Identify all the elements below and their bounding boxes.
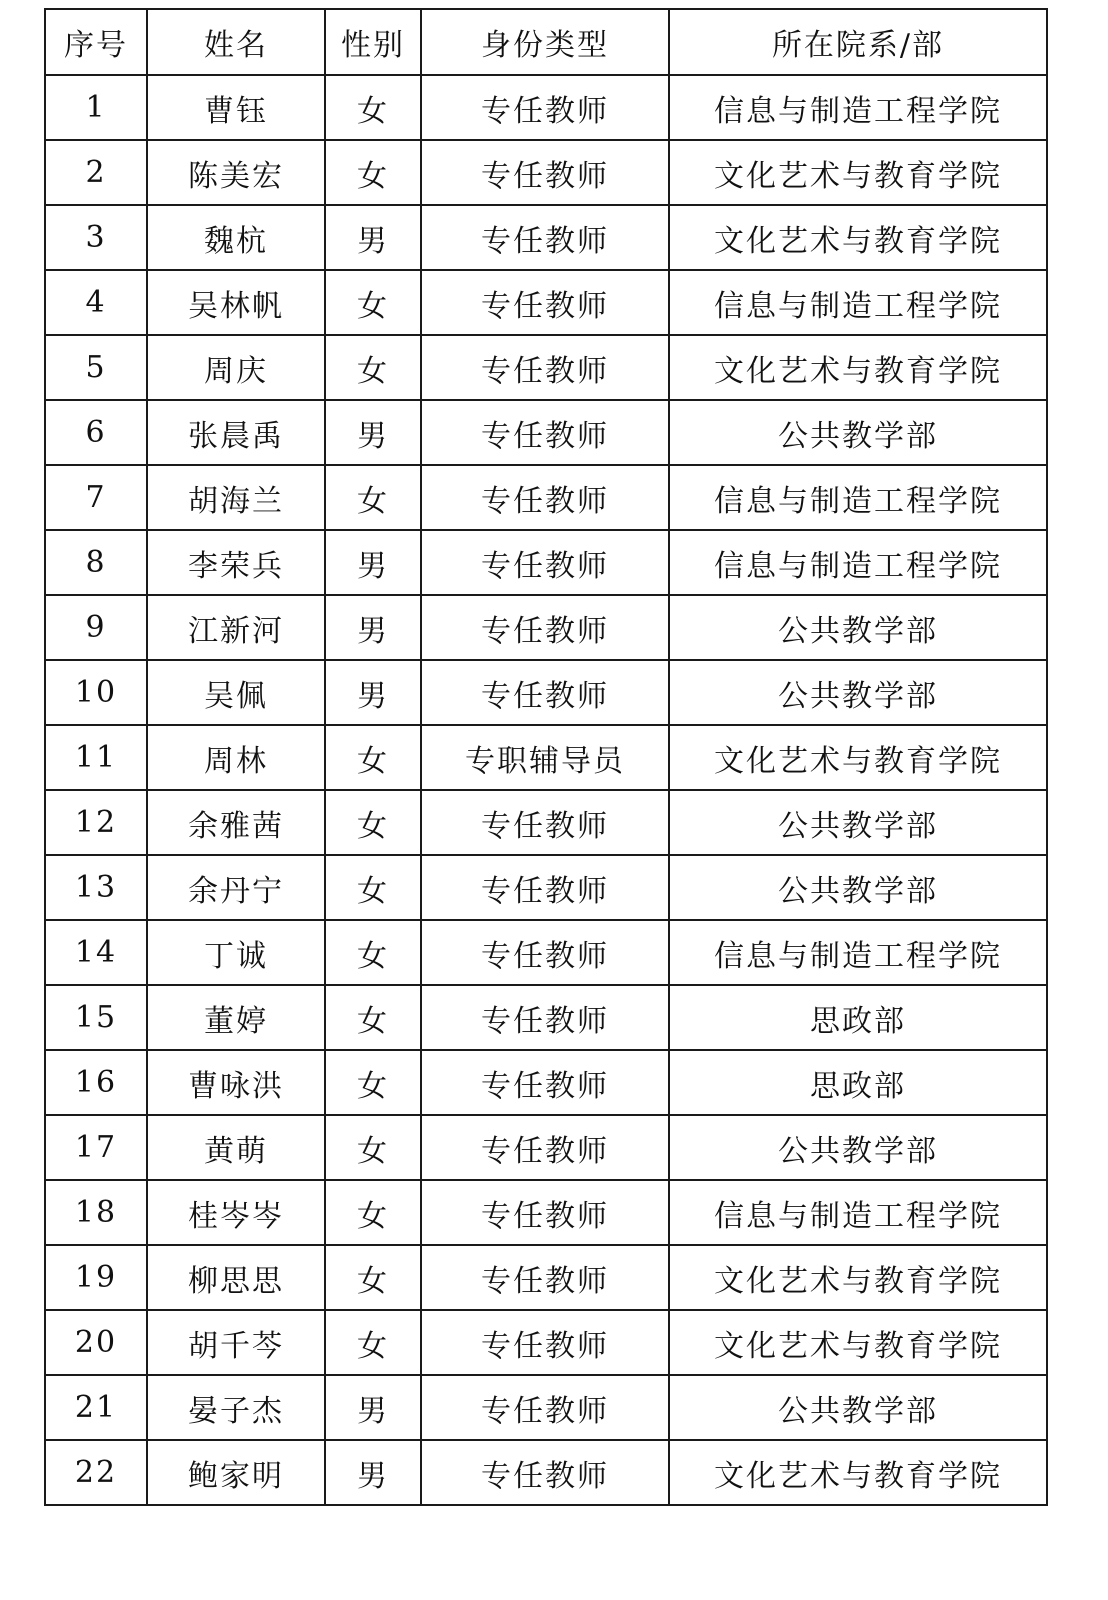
cell-type: 专任教师 bbox=[421, 790, 669, 855]
cell-dept: 公共教学部 bbox=[669, 1375, 1047, 1440]
cell-no: 11 bbox=[45, 725, 147, 790]
cell-name: 周林 bbox=[147, 725, 325, 790]
header-type: 身份类型 bbox=[421, 9, 669, 75]
cell-type: 专任教师 bbox=[421, 400, 669, 465]
cell-no: 13 bbox=[45, 855, 147, 920]
cell-no: 14 bbox=[45, 920, 147, 985]
cell-gender: 女 bbox=[325, 1115, 421, 1180]
cell-no: 9 bbox=[45, 595, 147, 660]
table-row bbox=[45, 725, 1047, 790]
cell-dept: 文化艺术与教育学院 bbox=[669, 725, 1047, 790]
table-row bbox=[45, 1440, 1047, 1505]
table-row bbox=[45, 140, 1047, 205]
table-row bbox=[45, 1245, 1047, 1310]
table-row bbox=[45, 660, 1047, 725]
cell-type: 专任教师 bbox=[421, 660, 669, 725]
cell-type: 专任教师 bbox=[421, 855, 669, 920]
cell-no: 19 bbox=[45, 1245, 147, 1310]
cell-dept: 思政部 bbox=[669, 985, 1047, 1050]
cell-type: 专任教师 bbox=[421, 1180, 669, 1245]
cell-name: 李荣兵 bbox=[147, 530, 325, 595]
cell-type: 专任教师 bbox=[421, 335, 669, 400]
table-row bbox=[45, 985, 1047, 1050]
cell-gender: 男 bbox=[325, 205, 421, 270]
cell-type: 专任教师 bbox=[421, 920, 669, 985]
table-row bbox=[45, 465, 1047, 530]
cell-name: 晏子杰 bbox=[147, 1375, 325, 1440]
cell-gender: 女 bbox=[325, 855, 421, 920]
cell-no: 16 bbox=[45, 1050, 147, 1115]
cell-no: 20 bbox=[45, 1310, 147, 1375]
cell-type: 专任教师 bbox=[421, 530, 669, 595]
cell-no: 3 bbox=[45, 205, 147, 270]
cell-dept: 信息与制造工程学院 bbox=[669, 530, 1047, 595]
table-row bbox=[45, 1180, 1047, 1245]
table-row bbox=[45, 1375, 1047, 1440]
cell-dept: 文化艺术与教育学院 bbox=[669, 140, 1047, 205]
cell-no: 22 bbox=[45, 1440, 147, 1505]
cell-dept: 公共教学部 bbox=[669, 400, 1047, 465]
cell-dept: 公共教学部 bbox=[669, 595, 1047, 660]
table-row bbox=[45, 1115, 1047, 1180]
cell-dept: 思政部 bbox=[669, 1050, 1047, 1115]
cell-name: 张晨禹 bbox=[147, 400, 325, 465]
cell-dept: 公共教学部 bbox=[669, 855, 1047, 920]
cell-no: 2 bbox=[45, 140, 147, 205]
cell-gender: 女 bbox=[325, 1180, 421, 1245]
table-row bbox=[45, 270, 1047, 335]
cell-gender: 男 bbox=[325, 400, 421, 465]
table-row bbox=[45, 1050, 1047, 1115]
cell-no: 18 bbox=[45, 1180, 147, 1245]
cell-no: 10 bbox=[45, 660, 147, 725]
cell-type: 专任教师 bbox=[421, 1245, 669, 1310]
cell-name: 江新河 bbox=[147, 595, 325, 660]
cell-dept: 信息与制造工程学院 bbox=[669, 465, 1047, 530]
cell-dept: 文化艺术与教育学院 bbox=[669, 205, 1047, 270]
header-gender: 性别 bbox=[325, 9, 421, 75]
cell-gender: 男 bbox=[325, 660, 421, 725]
cell-type: 专任教师 bbox=[421, 1440, 669, 1505]
cell-type: 专任教师 bbox=[421, 75, 669, 140]
cell-name: 曹钰 bbox=[147, 75, 325, 140]
cell-name: 桂岑岑 bbox=[147, 1180, 325, 1245]
cell-type: 专任教师 bbox=[421, 205, 669, 270]
table-row bbox=[45, 595, 1047, 660]
cell-dept: 文化艺术与教育学院 bbox=[669, 335, 1047, 400]
cell-name: 黄萌 bbox=[147, 1115, 325, 1180]
cell-dept: 信息与制造工程学院 bbox=[669, 75, 1047, 140]
cell-name: 余丹宁 bbox=[147, 855, 325, 920]
cell-dept: 信息与制造工程学院 bbox=[669, 920, 1047, 985]
cell-dept: 信息与制造工程学院 bbox=[669, 270, 1047, 335]
header-no: 序号 bbox=[45, 9, 147, 75]
cell-type: 专任教师 bbox=[421, 1115, 669, 1180]
roster-body bbox=[45, 75, 1047, 1505]
cell-name: 胡海兰 bbox=[147, 465, 325, 530]
table-row bbox=[45, 1310, 1047, 1375]
cell-name: 柳思思 bbox=[147, 1245, 325, 1310]
cell-name: 吴林帆 bbox=[147, 270, 325, 335]
cell-name: 鲍家明 bbox=[147, 1440, 325, 1505]
cell-gender: 女 bbox=[325, 1050, 421, 1115]
cell-dept: 公共教学部 bbox=[669, 1115, 1047, 1180]
cell-gender: 男 bbox=[325, 1440, 421, 1505]
cell-name: 胡千芩 bbox=[147, 1310, 325, 1375]
cell-name: 丁诚 bbox=[147, 920, 325, 985]
cell-no: 6 bbox=[45, 400, 147, 465]
cell-dept: 文化艺术与教育学院 bbox=[669, 1310, 1047, 1375]
table-row bbox=[45, 855, 1047, 920]
cell-dept: 信息与制造工程学院 bbox=[669, 1180, 1047, 1245]
cell-gender: 男 bbox=[325, 1375, 421, 1440]
table-row bbox=[45, 530, 1047, 595]
cell-no: 5 bbox=[45, 335, 147, 400]
cell-no: 17 bbox=[45, 1115, 147, 1180]
cell-gender: 女 bbox=[325, 790, 421, 855]
cell-gender: 男 bbox=[325, 595, 421, 660]
cell-dept: 公共教学部 bbox=[669, 790, 1047, 855]
cell-gender: 女 bbox=[325, 725, 421, 790]
cell-no: 7 bbox=[45, 465, 147, 530]
roster-sheet bbox=[44, 8, 1046, 1506]
cell-gender: 女 bbox=[325, 1245, 421, 1310]
table-row bbox=[45, 790, 1047, 855]
cell-no: 21 bbox=[45, 1375, 147, 1440]
cell-type: 专任教师 bbox=[421, 1375, 669, 1440]
cell-name: 魏杭 bbox=[147, 205, 325, 270]
cell-dept: 文化艺术与教育学院 bbox=[669, 1245, 1047, 1310]
cell-type: 专任教师 bbox=[421, 1310, 669, 1375]
table-row bbox=[45, 75, 1047, 140]
cell-gender: 女 bbox=[325, 1310, 421, 1375]
cell-type: 专任教师 bbox=[421, 1050, 669, 1115]
cell-type: 专任教师 bbox=[421, 270, 669, 335]
cell-dept: 文化艺术与教育学院 bbox=[669, 1440, 1047, 1505]
header-name: 姓名 bbox=[147, 9, 325, 75]
cell-name: 余雅茜 bbox=[147, 790, 325, 855]
cell-gender: 女 bbox=[325, 985, 421, 1050]
cell-type: 专任教师 bbox=[421, 595, 669, 660]
cell-gender: 男 bbox=[325, 530, 421, 595]
cell-gender: 女 bbox=[325, 75, 421, 140]
table-row bbox=[45, 205, 1047, 270]
cell-type: 专任教师 bbox=[421, 985, 669, 1050]
cell-type: 专任教师 bbox=[421, 140, 669, 205]
table-row bbox=[45, 400, 1047, 465]
cell-gender: 女 bbox=[325, 920, 421, 985]
cell-no: 4 bbox=[45, 270, 147, 335]
cell-no: 15 bbox=[45, 985, 147, 1050]
cell-type: 专任教师 bbox=[421, 465, 669, 530]
cell-gender: 女 bbox=[325, 270, 421, 335]
cell-name: 曹咏洪 bbox=[147, 1050, 325, 1115]
cell-no: 8 bbox=[45, 530, 147, 595]
header-dept: 所在院系/部 bbox=[669, 9, 1047, 75]
cell-name: 陈美宏 bbox=[147, 140, 325, 205]
table-row bbox=[45, 920, 1047, 985]
cell-gender: 女 bbox=[325, 335, 421, 400]
cell-gender: 女 bbox=[325, 465, 421, 530]
cell-name: 吴佩 bbox=[147, 660, 325, 725]
cell-name: 董婷 bbox=[147, 985, 325, 1050]
cell-gender: 女 bbox=[325, 140, 421, 205]
roster-table bbox=[44, 8, 1048, 1506]
cell-no: 12 bbox=[45, 790, 147, 855]
cell-name: 周庆 bbox=[147, 335, 325, 400]
table-row bbox=[45, 335, 1047, 400]
cell-dept: 公共教学部 bbox=[669, 660, 1047, 725]
cell-type: 专职辅导员 bbox=[421, 725, 669, 790]
cell-no: 1 bbox=[45, 75, 147, 140]
header-row bbox=[45, 9, 1047, 75]
